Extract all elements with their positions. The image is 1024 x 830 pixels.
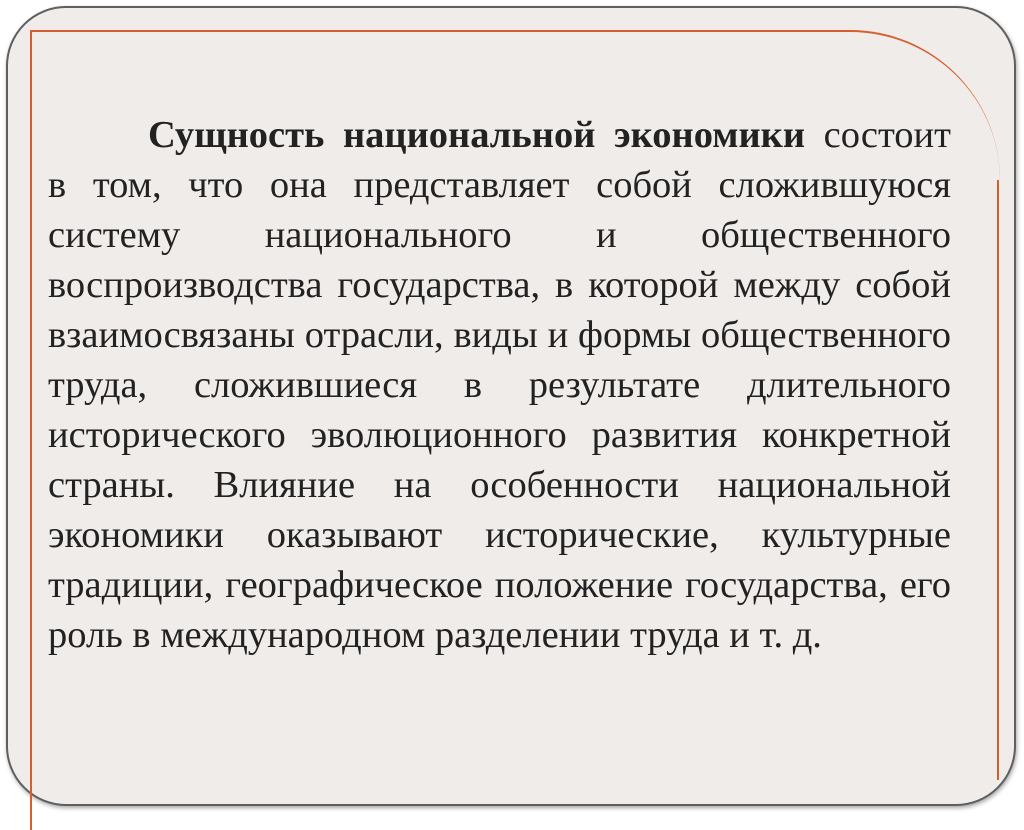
- decorative-frame-right: [997, 180, 999, 780]
- paragraph-indent: [48, 114, 148, 156]
- slide-paragraph: [48, 110, 951, 660]
- definition-text: состоит в том, что она представляет собой сложившуюся систему национального и общественного воспроизводства государства, в которой между собой взаимосвязаны отрасли, виды и формы общественного труда, сложившиеся в результате длительного исторического эволюционного развития конкретной страны. Влияние на особенности национальной экономики оказывают исторические, культурные традиции, географическое положение государства, его роль в международном разделении труда и т. д.: [48, 114, 951, 656]
- term-heading: Сущность национальной экономики: [148, 114, 806, 156]
